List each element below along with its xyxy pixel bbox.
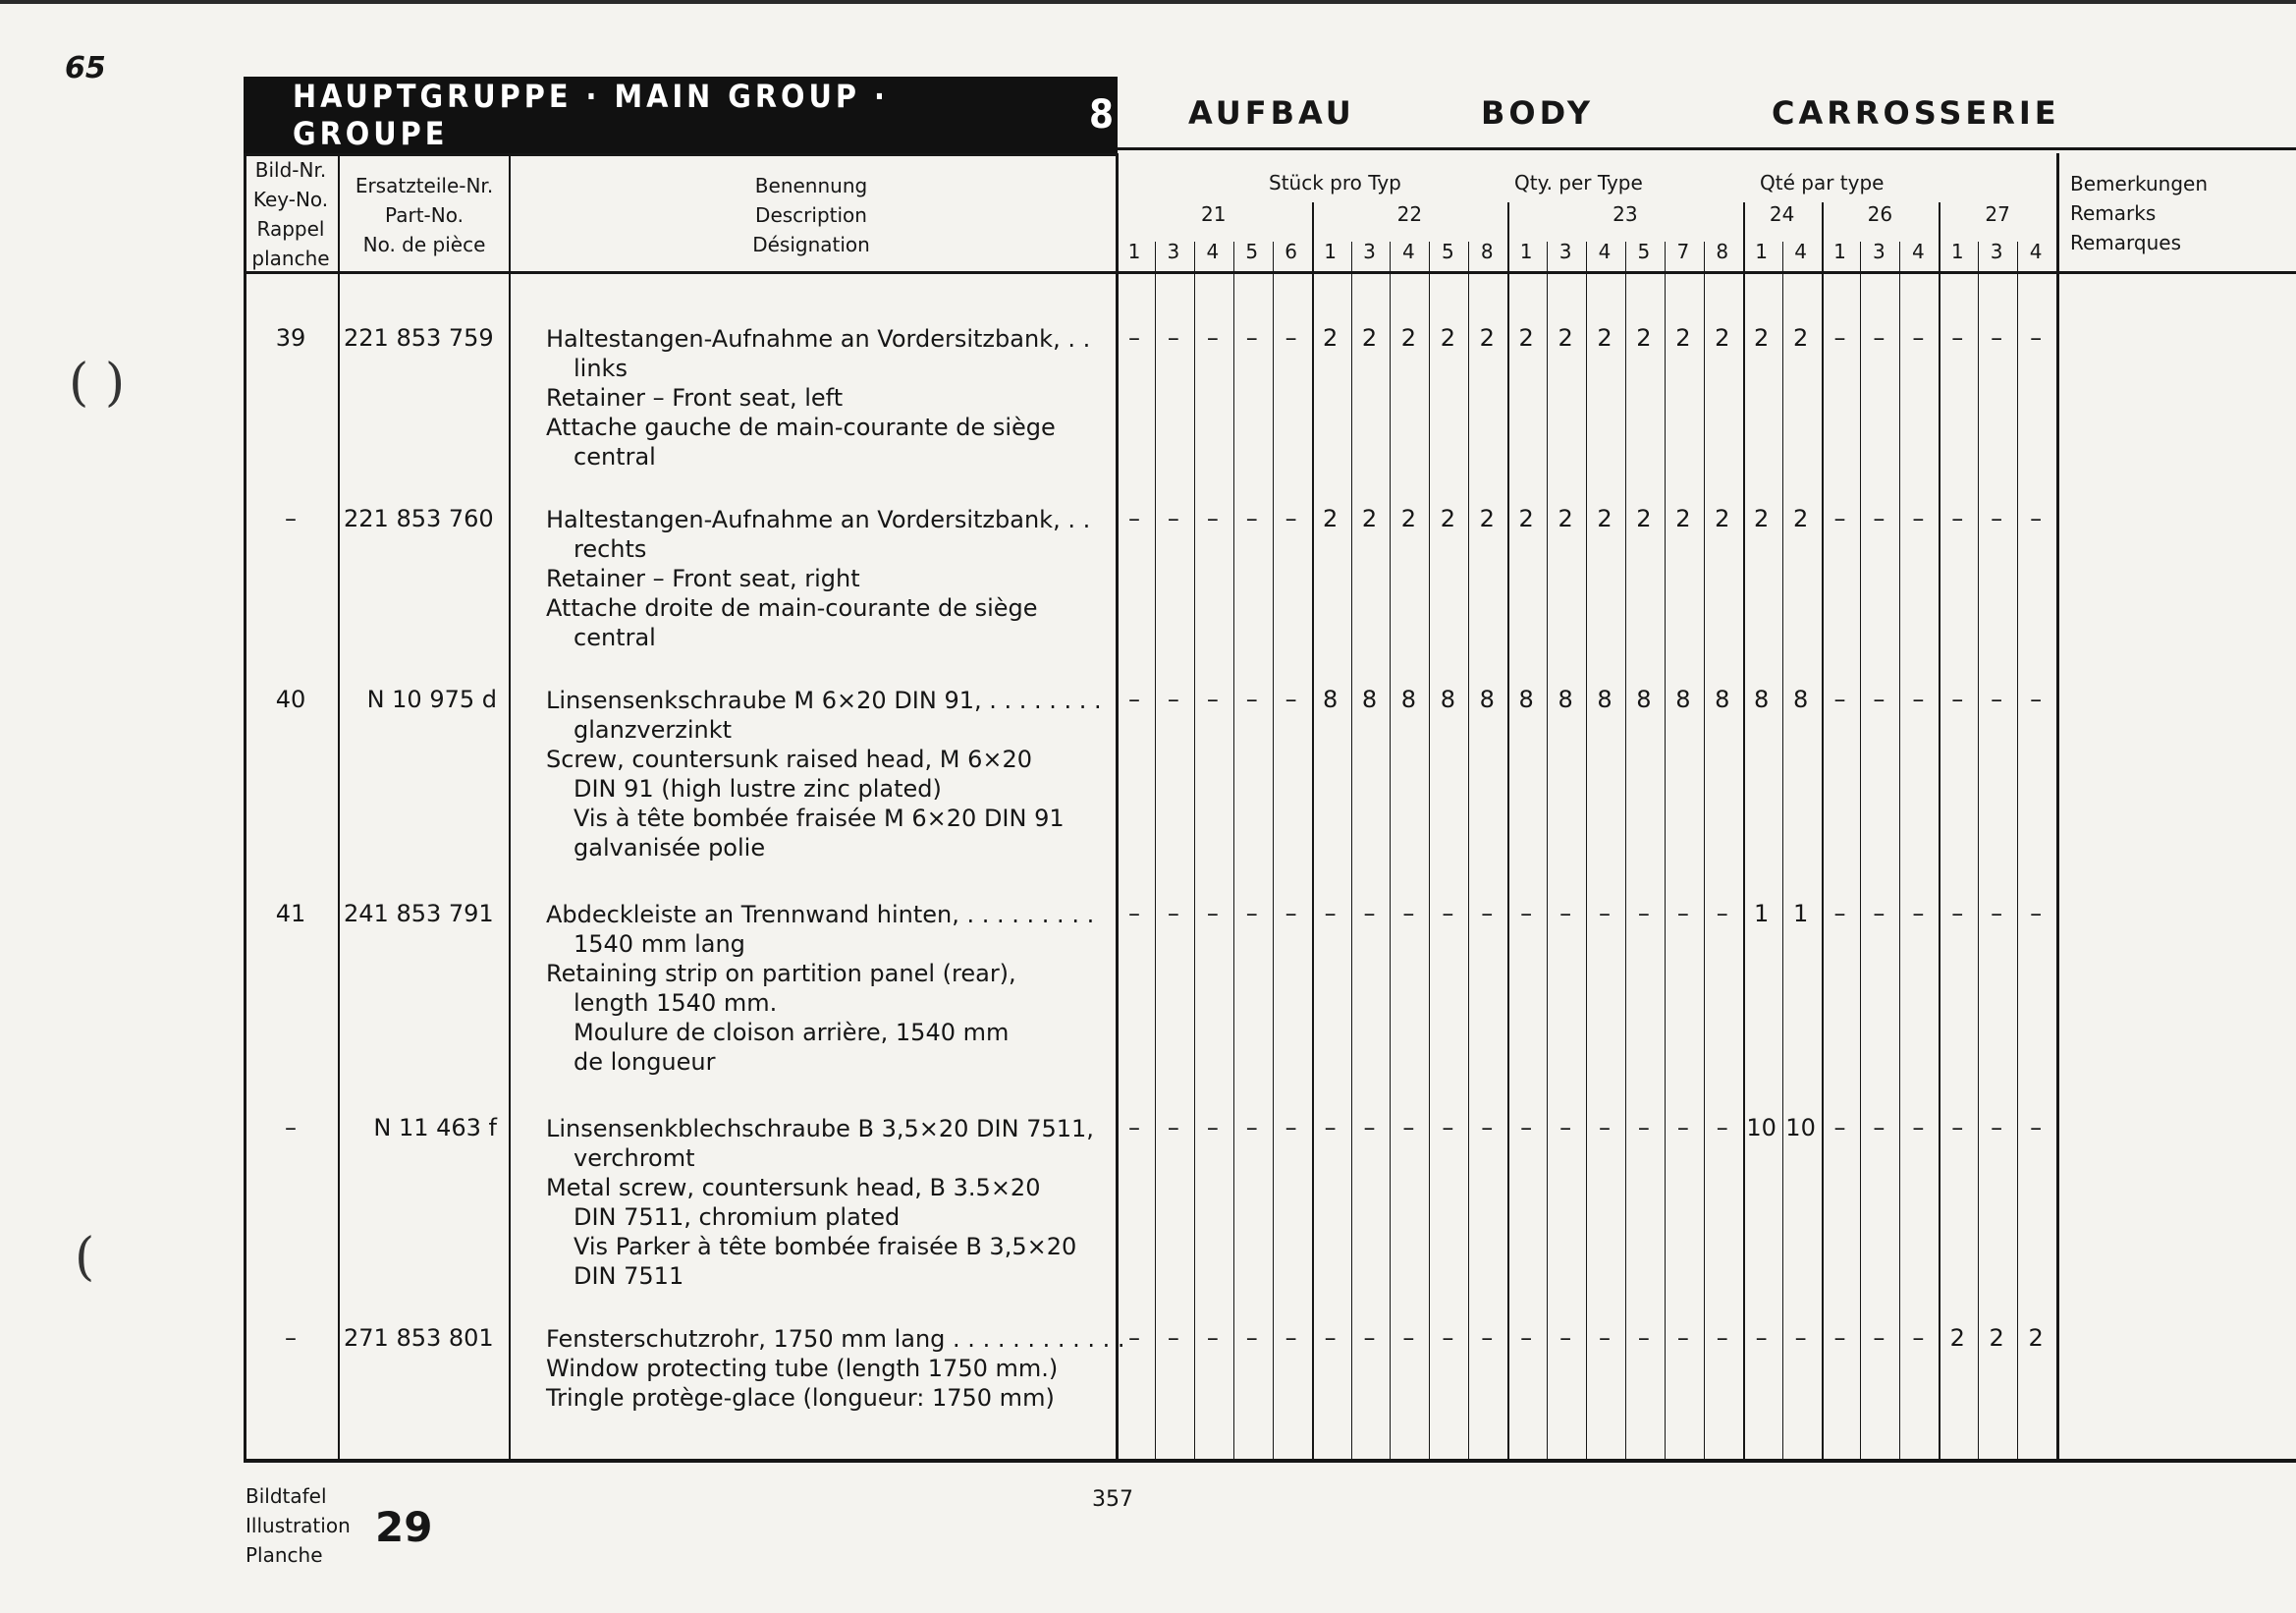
- qty-cell: –: [1991, 900, 2003, 927]
- qty-cell: 2: [1675, 505, 1691, 532]
- qty-cell: –: [1481, 1324, 1494, 1352]
- qty-cell: 8: [1479, 686, 1495, 713]
- qty-cell: 10: [1746, 1114, 1777, 1141]
- key-number: 40: [275, 686, 306, 713]
- qty-column-divider: [1625, 242, 1626, 1462]
- description: [546, 505, 1090, 652]
- qty-column-divider: [1704, 242, 1705, 1462]
- qty-column-divider: [2017, 242, 2018, 1462]
- part-no-heading: Ersatzteile-Nr. Part-No. No. de pièce: [355, 174, 494, 256]
- group-label: HAUPTGRUPPE · MAIN GROUP · GROUPE: [293, 78, 889, 152]
- sub-type-label: 3: [1873, 240, 1886, 263]
- qty-cell: –: [1402, 900, 1415, 927]
- sub-type-label: 5: [1441, 240, 1454, 263]
- description-line: Attache droite de main-courante de siège: [546, 594, 1038, 622]
- qty-cell: –: [1833, 505, 1846, 532]
- qty-cell: –: [1442, 1114, 1454, 1141]
- description-line: Window protecting tube (length 1750 mm.): [546, 1355, 1059, 1382]
- qty-cell: 2: [1636, 505, 1652, 532]
- group-header-bar: [244, 77, 1118, 153]
- qty-cell: –: [1833, 686, 1846, 713]
- qty-cell: –: [1637, 1324, 1650, 1352]
- qty-cell: –: [2030, 324, 2043, 352]
- description-line: DIN 7511: [574, 1262, 684, 1290]
- qty-cell: –: [1285, 324, 1297, 352]
- qty-heading-de: Stück pro Typ: [1269, 171, 1401, 195]
- qty-cell: –: [1676, 1114, 1689, 1141]
- part-number: N 11 463 f: [373, 1114, 497, 1141]
- qty-cell: –: [1833, 1324, 1846, 1352]
- description-line: Vis Parker à tête bombée fraisée B 3,5×20: [574, 1233, 1077, 1260]
- sub-type-label: 1: [1755, 240, 1769, 263]
- type-group-divider: [1312, 202, 1314, 1462]
- description-line: Screw, countersunk raised head, M 6×20: [546, 746, 1033, 773]
- qty-column-divider: [1155, 242, 1156, 1462]
- qty-cell: 8: [1558, 686, 1573, 713]
- qty-cell: –: [1481, 900, 1494, 927]
- qty-cell: –: [1167, 686, 1179, 713]
- qty-cell: –: [1912, 1114, 1925, 1141]
- description-line: rechts: [574, 535, 647, 563]
- qty-cell: 2: [1636, 324, 1652, 352]
- bottom-rule: [244, 1459, 2296, 1463]
- header-rule: [244, 153, 1118, 156]
- qty-cell: –: [1559, 900, 1572, 927]
- description-line: Retaining strip on partition panel (rear),: [546, 960, 1016, 987]
- part-number: 271 853 801: [344, 1324, 494, 1352]
- qty-cell: 8: [1754, 686, 1770, 713]
- qty-cell: –: [1716, 1114, 1728, 1141]
- sub-type-label: 1: [1127, 240, 1141, 263]
- qty-cell: –: [1285, 1324, 1297, 1352]
- qty-cell: –: [1128, 1324, 1140, 1352]
- qty-cell: –: [1442, 1324, 1454, 1352]
- qty-cell: –: [1873, 324, 1886, 352]
- qty-cell: 2: [2028, 1324, 2044, 1352]
- qty-cell: –: [1128, 324, 1140, 352]
- type-group-divider: [1822, 202, 1824, 1462]
- description: [546, 324, 1090, 472]
- description-line: central: [574, 624, 656, 651]
- qty-cell: 2: [1400, 505, 1417, 532]
- qty-cell: –: [1676, 1324, 1689, 1352]
- qty-cell: –: [1206, 900, 1219, 927]
- qty-cell: –: [1833, 1114, 1846, 1141]
- qty-cell: –: [1285, 686, 1297, 713]
- qty-cell: –: [2030, 686, 2043, 713]
- qty-cell: –: [1991, 505, 2003, 532]
- qty-cell: –: [1637, 1114, 1650, 1141]
- description-line: Fensterschutzrohr, 1750 mm lang . . . . . . . . . . . .: [546, 1325, 1125, 1353]
- description-line: links: [574, 355, 628, 382]
- title-french: CARROSSERIE: [1772, 94, 2060, 132]
- qty-cell: 2: [1949, 1324, 1965, 1352]
- qty-cell: –: [1128, 505, 1140, 532]
- qty-cell: –: [1363, 900, 1376, 927]
- description-line: Moulure de cloison arrière, 1540 mm: [574, 1019, 1010, 1046]
- qty-column-divider: [1547, 242, 1548, 1462]
- qty-cell: 8: [1361, 686, 1378, 713]
- key-number: –: [285, 1324, 297, 1352]
- qty-cell: –: [1951, 1114, 1964, 1141]
- qty-cell: –: [1873, 900, 1886, 927]
- qty-cell: –: [1206, 1114, 1219, 1141]
- sub-type-label: 4: [1206, 240, 1220, 263]
- qty-cell: 8: [1400, 686, 1417, 713]
- qty-cell: 8: [1322, 686, 1339, 713]
- type-group-label: 27: [1985, 202, 2010, 226]
- qty-column-divider: [1233, 242, 1234, 1462]
- qty-cell: –: [1206, 1324, 1219, 1352]
- qty-cell: –: [1481, 1114, 1494, 1141]
- description-line: Metal screw, countersunk head, B 3.5×20: [546, 1174, 1041, 1201]
- qty-cell: –: [1951, 686, 1964, 713]
- qty-cell: –: [2030, 505, 2043, 532]
- qty-cell: 2: [1715, 505, 1730, 532]
- type-group-divider: [1743, 202, 1745, 1462]
- type-group-label: 22: [1396, 202, 1423, 226]
- sub-type-label: 5: [1637, 240, 1651, 263]
- qty-cell: –: [1285, 1114, 1297, 1141]
- description-line: Linsensenkblechschraube B 3,5×20 DIN 7511,: [546, 1115, 1094, 1142]
- qty-cell: –: [1402, 1324, 1415, 1352]
- qty-cell: –: [1991, 686, 2003, 713]
- description-line: Retainer – Front seat, left: [546, 384, 844, 412]
- qty-cell: –: [1794, 1324, 1807, 1352]
- column-divider: [2056, 153, 2059, 1462]
- part-number: N 10 975 d: [366, 686, 497, 713]
- qty-cell: –: [1873, 1114, 1886, 1141]
- qty-cell: 8: [1440, 686, 1455, 713]
- qty-cell: –: [1245, 1114, 1258, 1141]
- description: [546, 686, 1102, 862]
- qty-cell: –: [1167, 900, 1179, 927]
- qty-cell: –: [1559, 1324, 1572, 1352]
- qty-cell: –: [1245, 505, 1258, 532]
- qty-cell: –: [1285, 900, 1297, 927]
- qty-cell: 2: [1440, 505, 1455, 532]
- qty-cell: 2: [1322, 324, 1339, 352]
- qty-cell: 2: [1361, 505, 1378, 532]
- type-group-label: 24: [1769, 202, 1795, 226]
- qty-cell: –: [1520, 900, 1533, 927]
- type-group-label: 21: [1201, 202, 1227, 226]
- qty-cell: 2: [1322, 505, 1339, 532]
- description: [546, 900, 1094, 1077]
- qty-cell: 2: [1558, 324, 1573, 352]
- qty-cell: 8: [1675, 686, 1691, 713]
- qty-cell: –: [1402, 1114, 1415, 1141]
- illustration-label: Bildtafel Illustration Planche: [246, 1484, 351, 1567]
- qty-cell: –: [1128, 1114, 1140, 1141]
- qty-cell: –: [1951, 324, 1964, 352]
- description-line: 1540 mm lang: [574, 930, 745, 958]
- qty-cell: –: [1833, 324, 1846, 352]
- part-number: 221 853 759: [344, 324, 494, 352]
- group-number: 8: [1088, 92, 1118, 138]
- qty-column-divider: [1782, 242, 1783, 1462]
- sub-type-label: 4: [1598, 240, 1612, 263]
- qty-cell: 2: [1792, 324, 1809, 352]
- qty-cell: 8: [1597, 686, 1613, 713]
- part-number: 241 853 791: [344, 900, 494, 927]
- description-line: Vis à tête bombée fraisée M 6×20 DIN 91: [574, 805, 1065, 832]
- part-number: 221 853 760: [344, 505, 494, 532]
- illustration-number: 29: [375, 1503, 433, 1551]
- qty-cell: 2: [1792, 505, 1809, 532]
- qty-cell: 2: [1754, 324, 1770, 352]
- sub-type-label: 4: [1911, 240, 1925, 263]
- qty-cell: 8: [1715, 686, 1730, 713]
- qty-cell: –: [1167, 324, 1179, 352]
- qty-cell: –: [1873, 1324, 1886, 1352]
- qty-cell: 8: [1792, 686, 1809, 713]
- description: [546, 1114, 1094, 1291]
- qty-cell: –: [1912, 324, 1925, 352]
- description-line: verchromt: [574, 1144, 695, 1172]
- qty-cell: 2: [1597, 505, 1613, 532]
- sub-type-label: 3: [1167, 240, 1180, 263]
- sub-type-label: 1: [1324, 240, 1337, 263]
- qty-cell: –: [1755, 1324, 1768, 1352]
- top-edge-line: [0, 0, 2296, 4]
- qty-column-divider: [1665, 242, 1666, 1462]
- sub-type-label: 1: [1519, 240, 1533, 263]
- qty-cell: 2: [1675, 324, 1691, 352]
- qty-cell: –: [2030, 1114, 2043, 1141]
- qty-column-divider: [1468, 242, 1469, 1462]
- qty-column-divider: [1194, 242, 1195, 1462]
- description-heading: Benennung Description Désignation: [752, 174, 870, 256]
- remarks-heading: Bemerkungen Remarks Remarques: [2070, 172, 2209, 254]
- sub-type-label: 3: [1558, 240, 1572, 263]
- qty-cell: –: [1363, 1324, 1376, 1352]
- qty-cell: –: [1206, 505, 1219, 532]
- description-line: galvanisée polie: [574, 834, 766, 862]
- type-group-divider: [1939, 202, 1941, 1462]
- title-english: BODY: [1481, 94, 1594, 132]
- qty-column-divider: [1429, 242, 1430, 1462]
- qty-cell: –: [1442, 900, 1454, 927]
- description-line: Linsensenkschraube M 6×20 DIN 91, . . . . . . . .: [546, 687, 1102, 714]
- qty-cell: 2: [1518, 505, 1534, 532]
- sub-type-label: 8: [1716, 240, 1729, 263]
- qty-cell: –: [1324, 1324, 1337, 1352]
- description-line: DIN 7511, chromium plated: [574, 1203, 901, 1231]
- column-head-rule: [2056, 271, 2296, 274]
- qty-cell: –: [1716, 900, 1728, 927]
- description-line: de longueur: [574, 1048, 716, 1076]
- qty-cell: –: [1951, 505, 1964, 532]
- qty-cell: –: [1637, 900, 1650, 927]
- qty-cell: –: [1363, 1114, 1376, 1141]
- qty-cell: 2: [1479, 324, 1495, 352]
- key-number: 41: [275, 900, 306, 927]
- qty-cell: 2: [1440, 324, 1455, 352]
- description-line: glanzverzinkt: [574, 716, 733, 744]
- qty-cell: –: [1167, 1324, 1179, 1352]
- qty-cell: –: [1676, 900, 1689, 927]
- qty-cell: 1: [1754, 900, 1770, 927]
- qty-cell: –: [1912, 1324, 1925, 1352]
- sub-type-label: 3: [1990, 240, 2003, 263]
- qty-cell: 2: [1361, 324, 1378, 352]
- qty-cell: 8: [1636, 686, 1652, 713]
- qty-cell: –: [1912, 505, 1925, 532]
- description: [546, 1324, 1125, 1413]
- title-german: AUFBAU: [1188, 94, 1355, 132]
- sub-type-label: 8: [1480, 240, 1494, 263]
- page-number: 357: [1092, 1487, 1133, 1512]
- qty-cell: –: [1991, 324, 2003, 352]
- qty-cell: 2: [1400, 324, 1417, 352]
- qty-column-divider: [1860, 242, 1861, 1462]
- qty-cell: –: [1285, 505, 1297, 532]
- qty-cell: –: [1167, 1114, 1179, 1141]
- qty-cell: –: [1245, 1324, 1258, 1352]
- binder-hole-mark: (: [75, 1228, 95, 1287]
- qty-cell: 2: [1558, 505, 1573, 532]
- sub-type-label: 4: [1402, 240, 1415, 263]
- qty-cell: –: [1912, 900, 1925, 927]
- qty-cell: –: [1951, 900, 1964, 927]
- qty-cell: 2: [1754, 505, 1770, 532]
- sub-type-label: 1: [1950, 240, 1964, 263]
- description-line: Tringle protège-glace (longueur: 1750 mm): [546, 1384, 1055, 1412]
- sub-type-label: 5: [1245, 240, 1259, 263]
- qty-cell: –: [1245, 324, 1258, 352]
- description-line: Retainer – Front seat, right: [546, 565, 860, 592]
- type-group-label: 23: [1613, 202, 1638, 226]
- type-group-divider: [1507, 202, 1509, 1462]
- qty-cell: –: [1206, 324, 1219, 352]
- qty-cell: –: [1599, 900, 1611, 927]
- qty-cell: –: [2030, 900, 2043, 927]
- qty-cell: –: [1873, 505, 1886, 532]
- qty-cell: 10: [1785, 1114, 1816, 1141]
- description-line: length 1540 mm.: [574, 989, 778, 1017]
- qty-column-divider: [1586, 242, 1587, 1462]
- qty-cell: –: [1912, 686, 1925, 713]
- qty-cell: –: [1167, 505, 1179, 532]
- qty-heading-fr: Qté par type: [1760, 171, 1885, 195]
- sub-type-label: 1: [1833, 240, 1846, 263]
- qty-column-divider: [1390, 242, 1391, 1462]
- key-number: –: [285, 505, 297, 532]
- qty-cell: –: [1991, 1114, 2003, 1141]
- qty-cell: –: [1245, 900, 1258, 927]
- qty-cell: –: [1599, 1324, 1611, 1352]
- qty-cell: 2: [1597, 324, 1613, 352]
- qty-cell: 2: [1989, 1324, 2004, 1352]
- page-corner-number: 65: [65, 51, 106, 85]
- qty-cell: –: [1324, 1114, 1337, 1141]
- qty-cell: –: [1559, 1114, 1572, 1141]
- qty-column-divider: [1899, 242, 1900, 1462]
- qty-cell: 8: [1518, 686, 1534, 713]
- qty-cell: –: [1599, 1114, 1611, 1141]
- qty-cell: 2: [1479, 505, 1495, 532]
- qty-cell: –: [1716, 1324, 1728, 1352]
- qty-cell: 2: [1715, 324, 1730, 352]
- qty-cell: –: [1128, 686, 1140, 713]
- sub-type-label: 3: [1363, 240, 1376, 263]
- type-group-label: 26: [1867, 202, 1893, 226]
- key-number: –: [285, 1114, 297, 1141]
- qty-cell: –: [1833, 900, 1846, 927]
- qty-cell: 1: [1792, 900, 1809, 927]
- qty-column-divider: [1978, 242, 1979, 1462]
- description-line: central: [574, 443, 656, 471]
- qty-column-divider: [1273, 242, 1274, 1462]
- qty-cell: –: [1873, 686, 1886, 713]
- key-number: 39: [275, 324, 306, 352]
- sub-type-label: 7: [1676, 240, 1690, 263]
- qty-cell: 2: [1518, 324, 1534, 352]
- binder-hole-mark: ( ): [69, 354, 126, 413]
- qty-cell: –: [1128, 900, 1140, 927]
- sub-type-label: 4: [2029, 240, 2043, 263]
- sub-type-label: 4: [1794, 240, 1807, 263]
- key-no-heading: Bild-Nr. Key-No. Rappel planche: [251, 158, 330, 270]
- description-line: Haltestangen-Aufnahme an Vordersitzbank, . .: [546, 325, 1091, 353]
- qty-column-divider: [1351, 242, 1352, 1462]
- sub-type-label: 6: [1285, 240, 1298, 263]
- qty-cell: –: [1520, 1114, 1533, 1141]
- qty-cell: –: [1245, 686, 1258, 713]
- description-line: Haltestangen-Aufnahme an Vordersitzbank, . .: [546, 506, 1091, 533]
- column-divider: [509, 153, 511, 1462]
- column-divider: [338, 153, 340, 1462]
- description-line: Abdeckleiste an Trennwand hinten, . . . . . . . . .: [546, 901, 1095, 928]
- header-rule: [1118, 147, 2296, 150]
- qty-cell: –: [1206, 686, 1219, 713]
- qty-heading-en: Qty. per Type: [1514, 171, 1643, 195]
- description-line: Attache gauche de main-courante de siège: [546, 414, 1056, 441]
- description-line: DIN 91 (high lustre zinc plated): [574, 775, 942, 803]
- qty-cell: –: [1324, 900, 1337, 927]
- qty-cell: –: [1520, 1324, 1533, 1352]
